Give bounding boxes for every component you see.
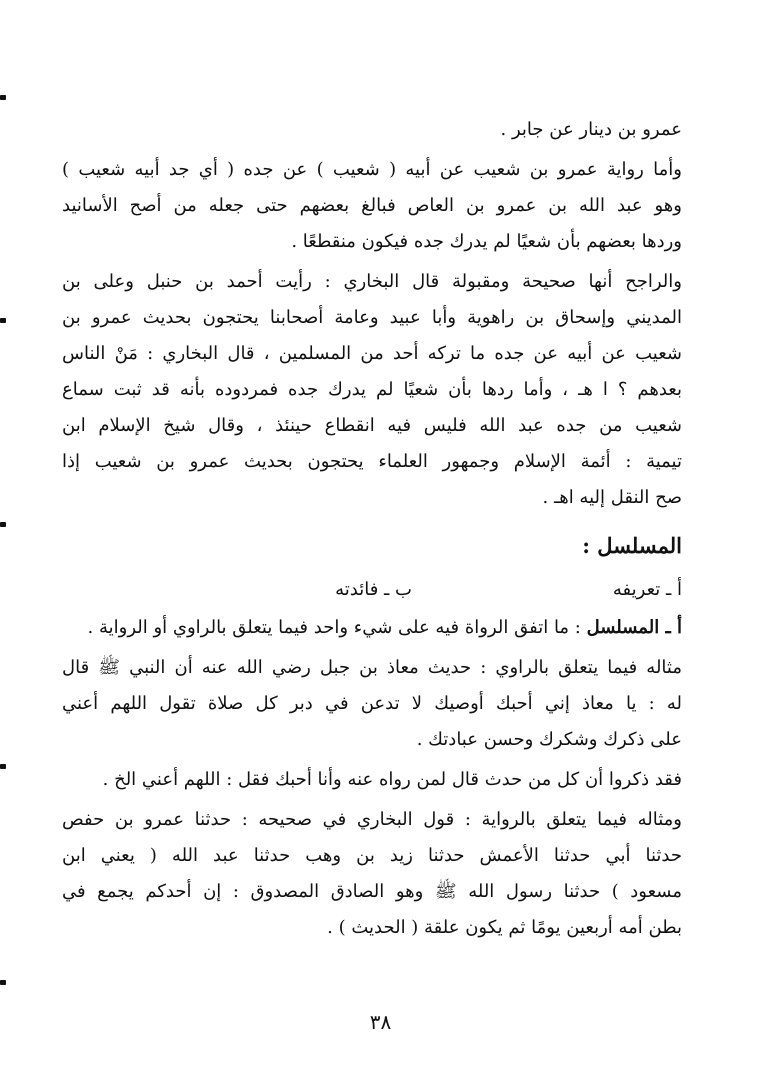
definition-text: : ما اتفق الرواة فيه على شيء واحد فيما يتعلق بالراوي أو الرواية . [87, 617, 587, 638]
text-line: فقد ذكروا أن كل من حدث قال لمن رواه عنه وأنا أحبك فقل : اللهم أعني الخ . [102, 769, 682, 790]
text-line: عمرو بن دينار عن جابر . [500, 119, 682, 140]
text-line: مسعود ) حدثنا رسول الله ﷺ وهو الصادق المصدوق : إن أحدكم يجمع في [62, 881, 682, 902]
margin-mark [0, 318, 6, 323]
text-line: تيمية : أئمة الإسلام وجمهور العلماء يحتجون بحديث عمرو بن شعيب إذا [62, 451, 682, 472]
text-line: له : يا معاذ إني أحبك أوصيك لا تدعن في دبر كل صلاة تقول اللهم أعني [62, 693, 682, 714]
text-column [62, 112, 682, 950]
margin-mark [0, 764, 6, 769]
paragraph-7 [62, 802, 682, 946]
text-line: مثاله فيما يتعلق بالراوي : حديث معاذ بن جبل رضي الله عنه أن النبي ﷺ قال [62, 657, 682, 678]
text-line: وردها بعضهم بأن شعيًا لم يدرك جده فيكون منقطعًا . [291, 231, 682, 252]
paragraph-5 [62, 650, 682, 758]
text-line: شعيب من جده عبد الله فليس فيه انقطاع حينئذ ، وقال شيخ الإسلام ابن [62, 415, 682, 436]
text-line: صح النقل إليه اهـ . [542, 487, 682, 508]
text-line: بعدهم ؟ ا هـ ، وأما ردها بأن شعيًا لم يدرك جده فمردوده بأنه قد ثبت سماع [62, 379, 682, 400]
subheading-definition: أ ـ تعريفه [612, 579, 682, 600]
text-line: حدثنا أبي حدثنا الأعمش حدثنا زيد بن وهب حدثنا عبد الله ( يعني ابن [62, 845, 682, 866]
text-line: والراجح أنها صحيحة ومقبولة قال البخاري : رأيت أحمد بن حنبل وعلى بن [62, 271, 682, 292]
text-line: شعيب عن أبيه عن جده ما تركه أحد من المسلمين ، قال البخاري : مَنْ الناس [62, 343, 682, 364]
definition-paragraph [62, 610, 682, 646]
text-line [62, 610, 682, 646]
text-line: المديني وإسحاق بن راهوية وأبا عبيد وعامة أصحابنا يحتجون بحديث عمرو بن [62, 307, 682, 328]
text-line: بطن أمه أربعين يومًا ثم يكون علقة ( الحديث ) . [327, 917, 682, 938]
text-line: ومثاله فيما يتعلق بالرواية : قول البخاري في صحيحه : حدثنا عمرو بن حفص [62, 809, 682, 830]
paragraph-6 [62, 762, 682, 798]
margin-mark [0, 95, 6, 100]
page-number: ٣٨ [369, 1010, 392, 1034]
definition-term: أ ـ المسلسل [586, 617, 682, 638]
margin-mark [0, 980, 6, 985]
text-line: وأما رواية عمرو بن شعيب عن أبيه ( شعيب ) عن جده ( أي جد أبيه شعيب ) [62, 159, 682, 180]
margin-mark [0, 522, 6, 527]
subheadings-row [62, 570, 682, 610]
paragraph-2 [62, 152, 682, 260]
section-heading: المسلسل : [582, 533, 682, 558]
subheading-benefit: ب ـ فائدته [335, 579, 412, 600]
paragraph-3 [62, 264, 682, 516]
text-line: وهو عبد الله بن عمرو بن العاص فبالغ بعضهم حتى جعله من أصح الأسانيد [62, 195, 682, 216]
paragraph-1 [62, 112, 682, 148]
text-line: على ذكرك وشكرك وحسن عبادتك . [416, 729, 682, 750]
